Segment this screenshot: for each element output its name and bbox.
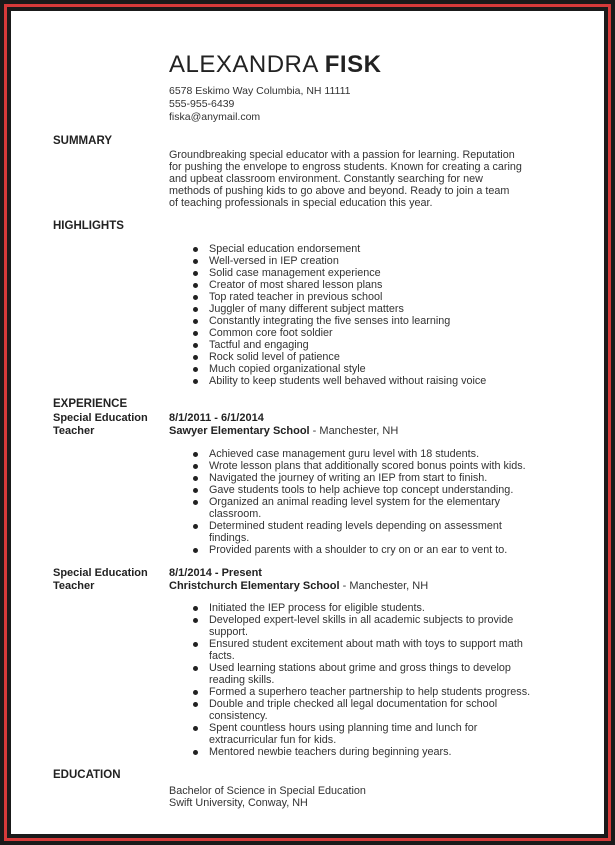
- job-dates: 8/1/2011 - 6/1/2014: [169, 412, 264, 424]
- job-employer: [169, 580, 428, 592]
- candidate-name: [169, 51, 381, 79]
- phone: 555-955-6439: [169, 98, 235, 110]
- job-title-line: Special Education: [53, 567, 148, 579]
- job-title-line: Teacher: [53, 425, 95, 437]
- list-item: Navigated the journey of writing an IEP from start to finish.: [209, 472, 541, 484]
- summary-line: for pushing the envelope to engross students. Known for creating a caring: [169, 161, 522, 173]
- summary-line: methods of pushing kids to go above and beyond. Ready to join a team: [169, 185, 510, 197]
- summary-line: of teaching professionals in special education this year.: [169, 197, 433, 209]
- address: 6578 Eskimo Way Columbia, NH 11111: [169, 85, 351, 97]
- list-item: Constantly integrating the five senses into learning: [209, 315, 541, 327]
- job-employer: [169, 425, 398, 437]
- list-item: Well-versed in IEP creation: [209, 255, 541, 267]
- first-name: ALEXANDRA: [169, 51, 318, 78]
- list-item: Tactful and engaging: [209, 339, 541, 351]
- list-item: Mentored newbie teachers during beginning years.: [209, 746, 541, 758]
- list-item: Achieved case management guru level with 18 students.: [209, 448, 541, 460]
- list-item: Formed a superhero teacher partnership to help students progress.: [209, 686, 541, 698]
- highlights-heading: HIGHLIGHTS: [53, 220, 124, 232]
- list-item: Rock solid level of patience: [209, 351, 541, 363]
- list-item: Used learning stations about grime and gross things to develop reading skills.: [209, 662, 541, 686]
- last-name: FISK: [324, 51, 382, 78]
- school-location: - Manchester, NH: [339, 580, 429, 592]
- list-item: Top rated teacher in previous school: [209, 291, 541, 303]
- summary-heading: SUMMARY: [53, 135, 112, 147]
- list-item: Determined student reading levels depending on assessment findings.: [209, 520, 541, 544]
- list-item: Common core foot soldier: [209, 327, 541, 339]
- degree: Bachelor of Science in Special Education: [169, 785, 366, 797]
- job-dates: 8/1/2014 - Present: [169, 567, 262, 579]
- list-item: Provided parents with a shoulder to cry on or an ear to vent to.: [209, 544, 541, 556]
- list-item: Initiated the IEP process for eligible students.: [209, 602, 541, 614]
- list-item: Developed expert-level skills in all academic subjects to provide support.: [209, 614, 541, 638]
- job-bullets: [169, 602, 541, 758]
- school-location: - Manchester, NH: [309, 425, 399, 437]
- job-title: [53, 412, 163, 438]
- resume-page: [11, 11, 604, 834]
- job-title-line: Special Education: [53, 412, 148, 424]
- job-title: [53, 567, 163, 593]
- list-item: Creator of most shared lesson plans: [209, 279, 541, 291]
- list-item: Special education endorsement: [209, 243, 541, 255]
- highlights-list: [169, 243, 541, 387]
- summary-line: and upbeat classroom environment. Constantly searching for new: [169, 173, 483, 185]
- education-block: [169, 785, 366, 809]
- list-item: Double and triple checked all legal documentation for school consistency.: [209, 698, 541, 722]
- list-item: Solid case management experience: [209, 267, 541, 279]
- job-bullets: [169, 448, 541, 556]
- school-name: Sawyer Elementary School: [169, 425, 310, 437]
- school-name: Christchurch Elementary School: [169, 580, 340, 592]
- list-item: Wrote lesson plans that additionally scored bonus points with kids.: [209, 460, 541, 472]
- list-item: Gave students tools to help achieve top concept understanding.: [209, 484, 541, 496]
- list-item: Much copied organizational style: [209, 363, 541, 375]
- summary-text: [169, 149, 569, 209]
- education-heading: EDUCATION: [53, 769, 121, 781]
- summary-line: Groundbreaking special educator with a passion for learning. Reputation: [169, 149, 515, 161]
- contact-block: [169, 85, 351, 124]
- list-item: Organized an animal reading level system for the elementary classroom.: [209, 496, 541, 520]
- experience-heading: EXPERIENCE: [53, 398, 128, 410]
- list-item: Juggler of many different subject matters: [209, 303, 541, 315]
- email: fiska@anymail.com: [169, 111, 261, 123]
- list-item: Ensured student excitement about math with toys to support math facts.: [209, 638, 541, 662]
- list-item: Ability to keep students well behaved without raising voice: [209, 375, 541, 387]
- university: Swift University, Conway, NH: [169, 797, 308, 809]
- job-title-line: Teacher: [53, 580, 95, 592]
- list-item: Spent countless hours using planning time and lunch for extracurricular fun for kids.: [209, 722, 541, 746]
- document-border: [4, 4, 611, 841]
